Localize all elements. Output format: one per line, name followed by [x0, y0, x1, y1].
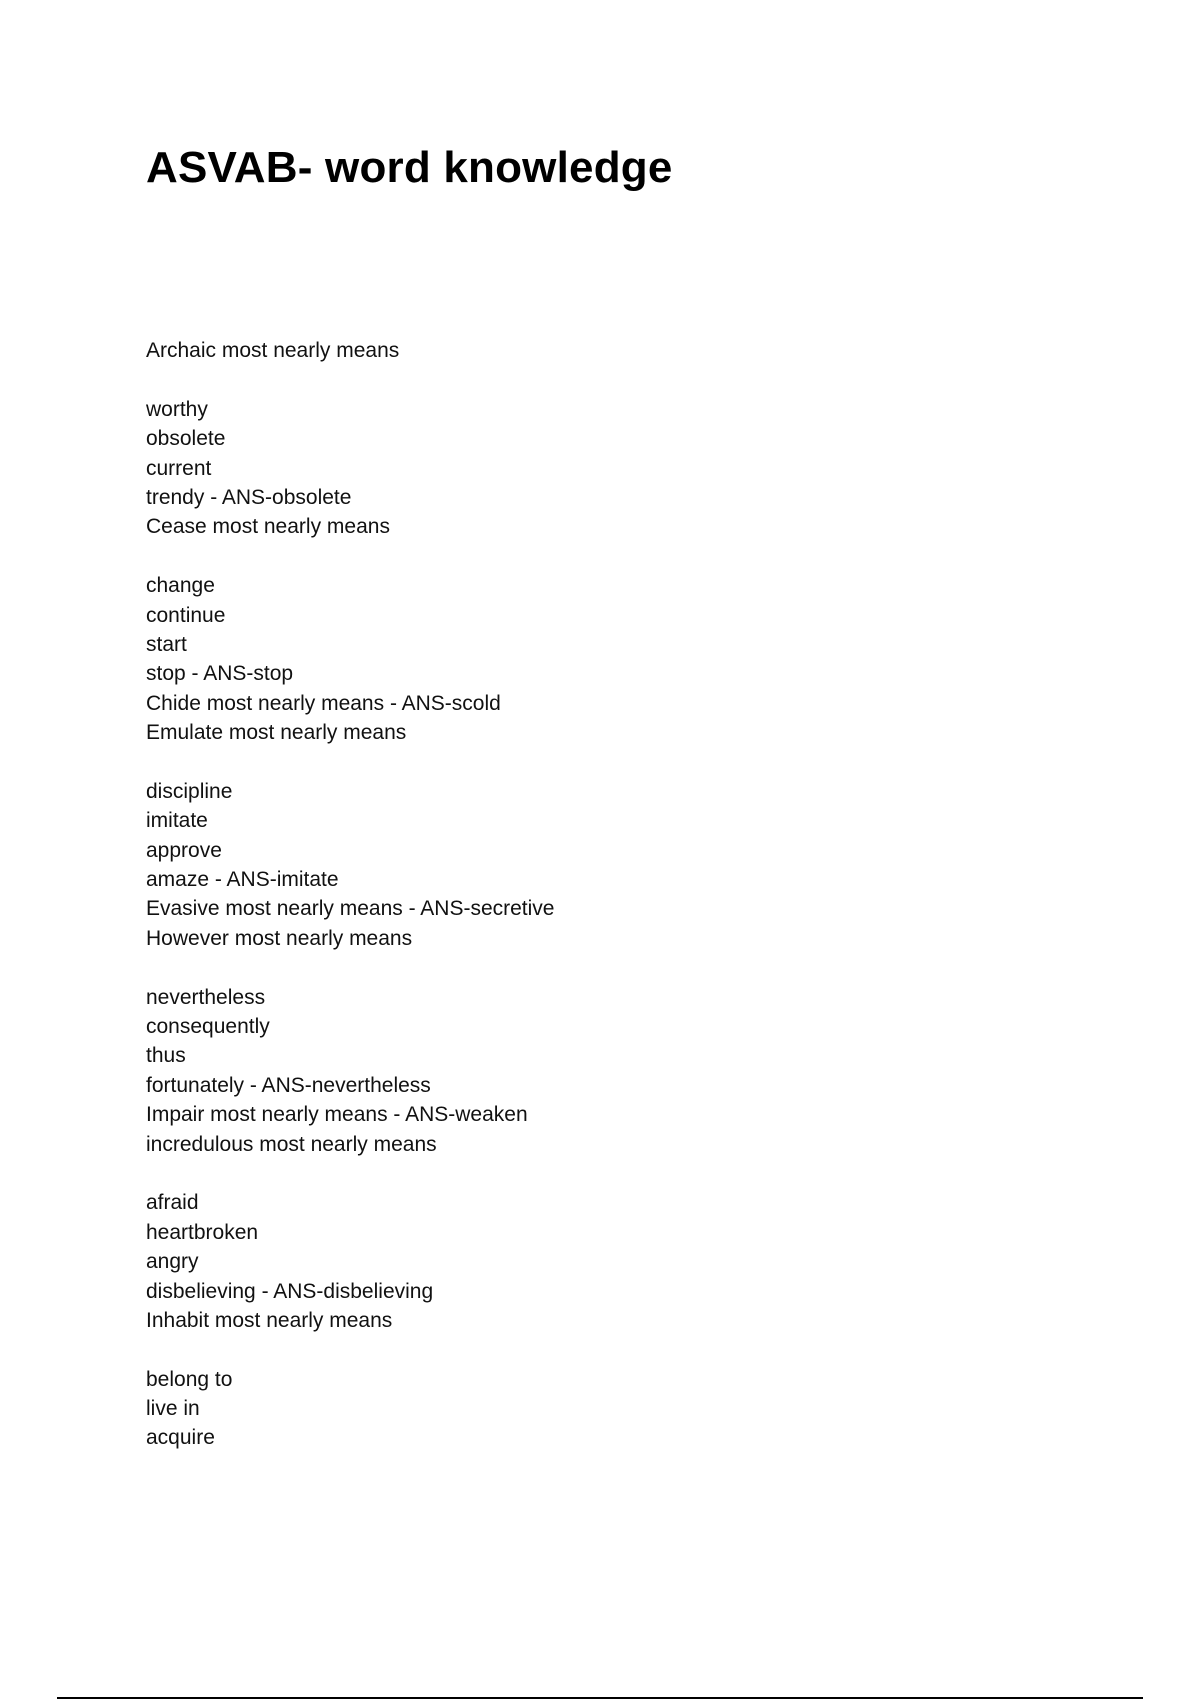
text-line: worthy [146, 397, 208, 421]
footer-divider [57, 1697, 1143, 1699]
blank-line [146, 365, 1046, 394]
text-line: obsolete [146, 427, 226, 451]
text-line: imitate [146, 809, 208, 833]
text-line: Archaic most nearly means [146, 339, 400, 362]
text-line: consequently [146, 1014, 270, 1038]
text-line: discipline [146, 779, 233, 803]
text-line: thus [146, 1044, 186, 1068]
text-line: stop - ANS-stop [146, 662, 294, 686]
text-line: disbelieving - ANS-disbelieving [146, 1279, 434, 1303]
text-line: change [146, 574, 215, 598]
text-line: approve [146, 838, 222, 862]
text-line: amaze - ANS-imitate [146, 868, 339, 892]
text-line: incredulous most nearly means [146, 1132, 437, 1156]
text-line: live in [146, 1397, 200, 1421]
blank-line [146, 953, 1046, 982]
text-line: angry [146, 1250, 199, 1274]
blank-line [146, 1159, 1046, 1188]
text-line: However most nearly means [146, 926, 413, 950]
document-body [146, 336, 1046, 1453]
text-line: Inhabit most nearly means [146, 1308, 393, 1332]
text-line: current [146, 456, 212, 480]
blank-line [146, 1335, 1046, 1364]
text-line: trendy - ANS-obsolete [146, 485, 352, 509]
text-line: nevertheless [146, 985, 266, 1009]
text-line: fortunately - ANS-nevertheless [146, 1073, 431, 1097]
text-line: heartbroken [146, 1220, 259, 1244]
blank-line [146, 542, 1046, 571]
text-line: continue [146, 603, 226, 627]
text-line: acquire [146, 1426, 215, 1450]
page-title: ASVAB- word knowledge [146, 143, 673, 192]
text-line: afraid [146, 1191, 199, 1215]
text-line: belong to [146, 1367, 233, 1391]
text-line: Chide most nearly means - ANS-scold [146, 691, 501, 715]
blank-line [146, 747, 1046, 776]
text-line: start [146, 632, 187, 656]
text-line: Cease most nearly means [146, 515, 390, 539]
text-line: Emulate most nearly means [146, 721, 407, 745]
text-line: Evasive most nearly means - ANS-secretive [146, 897, 555, 921]
text-line: Impair most nearly means - ANS-weaken [146, 1103, 528, 1127]
